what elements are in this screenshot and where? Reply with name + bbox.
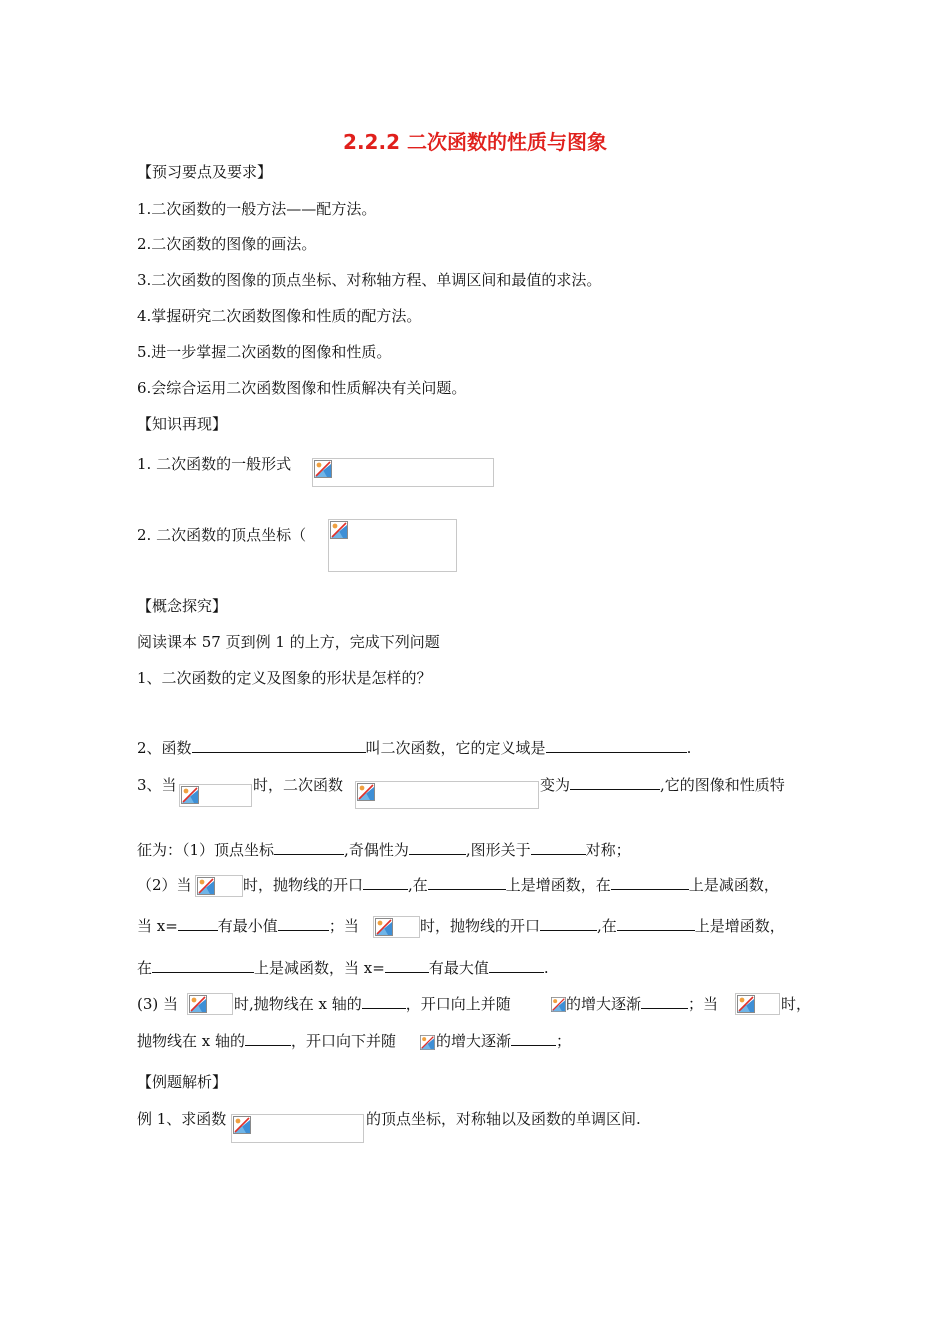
requirement-1: 1.二次函数的一般方法——配方法。 bbox=[137, 200, 377, 218]
broken-image-icon bbox=[330, 521, 348, 539]
formula-image bbox=[231, 1114, 364, 1143]
broken-image-icon bbox=[737, 995, 755, 1013]
broken-image-icon bbox=[181, 786, 199, 804]
fill-blank[interactable] bbox=[192, 738, 366, 753]
formula-image bbox=[420, 1035, 435, 1051]
formula-image bbox=[735, 993, 780, 1015]
concept-line-5b: 时,抛物线在 x 轴的 ，开口向上并随 bbox=[234, 995, 511, 1013]
formula-image bbox=[328, 519, 457, 572]
broken-image-icon bbox=[420, 1035, 435, 1050]
requirement-4: 4.掌握研究二次函数图像和性质的配方法。 bbox=[137, 307, 422, 325]
fill-blank[interactable] bbox=[540, 916, 597, 931]
concept-q2: 2、函数 叫二次函数，它的定义域是 . bbox=[137, 739, 692, 757]
fill-blank[interactable] bbox=[428, 875, 506, 890]
requirement-5: 5.进一步掌握二次函数的图像和性质。 bbox=[137, 343, 392, 361]
concept-q3-b: 时，二次函数 bbox=[253, 776, 344, 794]
section-heading-concept: 【概念探究】 bbox=[137, 597, 228, 615]
broken-image-icon bbox=[551, 997, 566, 1012]
broken-image-icon bbox=[233, 1116, 251, 1134]
broken-image-icon bbox=[357, 783, 375, 801]
broken-image-icon bbox=[375, 918, 393, 936]
fill-blank[interactable] bbox=[617, 916, 695, 931]
concept-line-5d: 时， bbox=[781, 995, 812, 1013]
concept-line-3a: 当 x= 有最小值 ；当 bbox=[137, 917, 359, 935]
fill-blank[interactable] bbox=[245, 1031, 291, 1046]
formula-image bbox=[373, 916, 420, 938]
concept-line-5c: 的增大逐渐 ；当 bbox=[566, 995, 719, 1013]
example-1-a: 例 1、求函数 bbox=[137, 1110, 227, 1128]
concept-q1: 1、二次函数的定义及图象的形状是怎样的？ bbox=[137, 669, 432, 687]
concept-line-2b: 时，抛物线的开口 ,在 上是增函数，在 上是减函数， bbox=[243, 876, 779, 894]
formula-image bbox=[355, 781, 539, 809]
broken-image-icon bbox=[189, 995, 207, 1013]
concept-q3-c: 变为 ,它的图像和性质特 bbox=[540, 776, 785, 794]
requirement-3: 3.二次函数的图像的顶点坐标、对称轴方程、单调区间和最值的求法。 bbox=[137, 271, 602, 289]
formula-image bbox=[179, 784, 252, 807]
section-heading-knowledge: 【知识再现】 bbox=[137, 415, 228, 433]
fill-blank[interactable] bbox=[641, 994, 688, 1009]
formula-image bbox=[187, 993, 233, 1015]
fill-blank[interactable] bbox=[511, 1031, 556, 1046]
fill-blank[interactable] bbox=[570, 775, 660, 790]
concept-line-2a: （2）当 bbox=[137, 876, 192, 894]
fill-blank[interactable] bbox=[385, 958, 429, 973]
document-title: 2.2.2 二次函数的性质与图象 bbox=[343, 130, 607, 154]
fill-blank[interactable] bbox=[489, 958, 544, 973]
fill-blank[interactable] bbox=[278, 916, 329, 931]
fill-blank[interactable] bbox=[362, 994, 406, 1009]
section-heading-preview: 【预习要点及要求】 bbox=[137, 163, 273, 181]
fill-blank[interactable] bbox=[363, 875, 408, 890]
concept-line-3b: 时，抛物线的开口 ,在 上是增函数， bbox=[420, 917, 785, 935]
requirement-2: 2.二次函数的图像的画法。 bbox=[137, 235, 317, 253]
section-heading-example: 【例题解析】 bbox=[137, 1073, 228, 1091]
concept-line-6b: 的增大逐渐 ； bbox=[436, 1032, 572, 1050]
knowledge-q2: 2. 二次函数的顶点坐标（ bbox=[137, 526, 307, 544]
fill-blank[interactable] bbox=[274, 840, 344, 855]
concept-intro: 阅读课本 57 页到例 1 的上方，完成下列问题 bbox=[137, 633, 440, 651]
fill-blank[interactable] bbox=[178, 916, 218, 931]
fill-blank[interactable] bbox=[611, 875, 689, 890]
broken-image-icon bbox=[197, 877, 215, 895]
concept-line-1: 征为：（1）顶点坐标 ,奇偶性为 ,图形关于 对称； bbox=[137, 841, 631, 859]
fill-blank[interactable] bbox=[546, 738, 687, 753]
formula-image bbox=[551, 997, 566, 1013]
requirement-6: 6.会综合运用二次函数图像和性质解决有关问题。 bbox=[137, 379, 467, 397]
example-1-b: 的顶点坐标，对称轴以及函数的单调区间. bbox=[366, 1110, 641, 1128]
formula-image bbox=[195, 875, 243, 897]
fill-blank[interactable] bbox=[531, 840, 586, 855]
fill-blank[interactable] bbox=[152, 958, 254, 973]
concept-line-5a: (3) 当 bbox=[137, 995, 179, 1013]
concept-line-4: 在 上是减函数，当 x= 有最大值 . bbox=[137, 959, 549, 977]
concept-q3-a: 3、当 bbox=[137, 776, 177, 794]
formula-image bbox=[312, 458, 494, 487]
knowledge-q1: 1. 二次函数的一般形式 bbox=[137, 455, 292, 473]
concept-line-6a: 抛物线在 x 轴的 ，开口向下并随 bbox=[137, 1032, 397, 1050]
broken-image-icon bbox=[314, 460, 332, 478]
fill-blank[interactable] bbox=[409, 840, 466, 855]
